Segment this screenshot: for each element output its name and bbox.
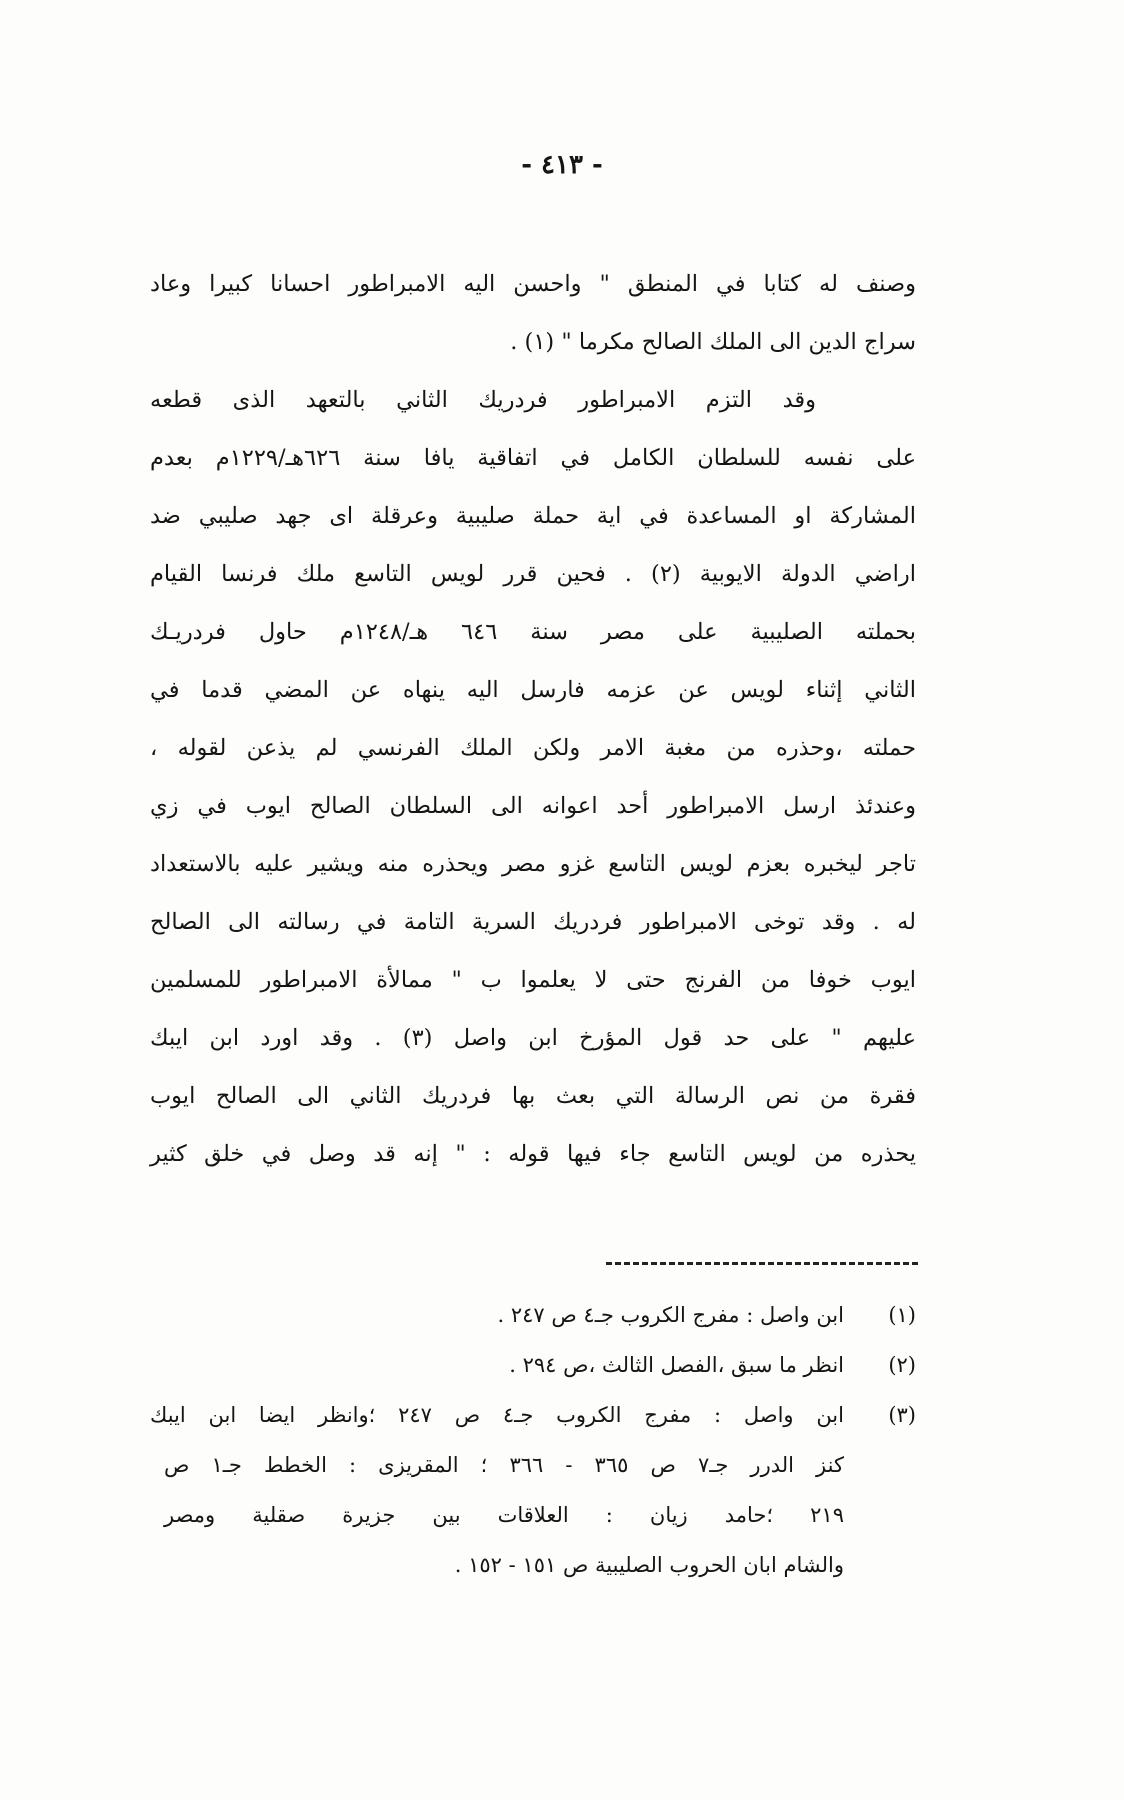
text-line: له . وقد توخى الامبراطور فردريك السرية التامة في رسالته الى الصالح [150, 909, 916, 935]
footnote-number: (٣) [888, 1403, 916, 1427]
footnote-line: انظر ما سبق ،الفصل الثالث ،ص ٢٩٤ . [509, 1353, 844, 1377]
text-line: سراج الدين الى الملك الصالح مكرما " (١) . [510, 329, 916, 355]
text-line: يحذره من لويس التاسع جاء فيها قوله : " إنه قد وصل في خلق كثير [150, 1141, 916, 1167]
footnote-line: ابن واصل : مفرج الكروب جـ٤ ص ٢٤٧ ؛وانظر ايضا ابن ايبك [150, 1403, 844, 1427]
footnote-body [150, 1340, 844, 1390]
text-line: تاجر ليخبره بعزم لويس التاسع غزو مصر ويحذره منه ويشير عليه بالاستعداد [150, 851, 916, 877]
text-line: وصنف له كتابا في المنطق " واحسن اليه الامبراطور احسانا كبيرا وعاد [150, 271, 916, 297]
text-line: وقد التزم الامبراطور فردريك الثاني بالتعهد الذى قطعه [150, 387, 816, 413]
footnote-line: ابن واصل : مفرج الكروب جـ٤ ص ٢٤٧ . [497, 1303, 844, 1327]
main-text [150, 255, 916, 1183]
footnote-body [150, 1390, 844, 1590]
footnotes [150, 1290, 916, 1590]
text-line: المشاركة او المساعدة في اية حملة صليبية وعرقلة اى جهد صليبي ضد [150, 503, 916, 529]
footnote-separator [606, 1262, 918, 1265]
footnote-line: والشام ابان الحروب الصليبية ص ١٥١ - ١٥٢ . [454, 1553, 844, 1577]
footnote-line: ٢١٩ ؛حامد زيان : العلاقات بين جزيرة صقلية ومصر [164, 1503, 844, 1527]
text-line: حملته ،وحذره من مغبة الامر ولكن الملك الفرنسي لم يذعن لقوله ، [150, 735, 916, 761]
text-line: على نفسه للسلطان الكامل في اتفاقية يافا سنة ٦٢٦هـ/١٢٢٩م بعدم [150, 445, 916, 471]
text-line: عليهم " على حد قول المؤرخ ابن واصل (٣) . وقد اورد ابن ايبك [150, 1025, 916, 1051]
footnote-number: (١) [888, 1303, 916, 1327]
footnote-body [150, 1290, 844, 1340]
text-line: الثاني إثناء لويس عن عزمه فارسل اليه ينهاه عن المضي قدما في [150, 677, 916, 703]
text-line: بحملته الصليبية على مصر سنة ٦٤٦ هـ/١٢٤٨م حاول فردريـك [150, 619, 916, 645]
footnote [150, 1390, 916, 1590]
text-line: ايوب خوفا من الفرنج حتى لا يعلموا ب " ممالأة الامبراطور للمسلمين [150, 967, 916, 993]
footnote [150, 1340, 916, 1390]
text-line: فقرة من نص الرسالة التي بعث بها فردريك الثاني الى الصالح ايوب [150, 1083, 916, 1109]
footnote-number: (٢) [888, 1353, 916, 1377]
footnote-line: كنز الدرر جـ٧ ص ٣٦٥ - ٣٦٦ ؛ المقريزى : الخطط جـ١ ص [164, 1453, 844, 1477]
text-line: اراضي الدولة الايوبية (٢) . فحين قرر لويس التاسع ملك فرنسا القيام [150, 561, 916, 587]
text-line: وعندئذ ارسل الامبراطور أحد اعوانه الى السلطان الصالح ايوب في زي [150, 793, 916, 819]
footnote [150, 1290, 916, 1340]
page-number: - ٤١٣ - [521, 150, 603, 180]
